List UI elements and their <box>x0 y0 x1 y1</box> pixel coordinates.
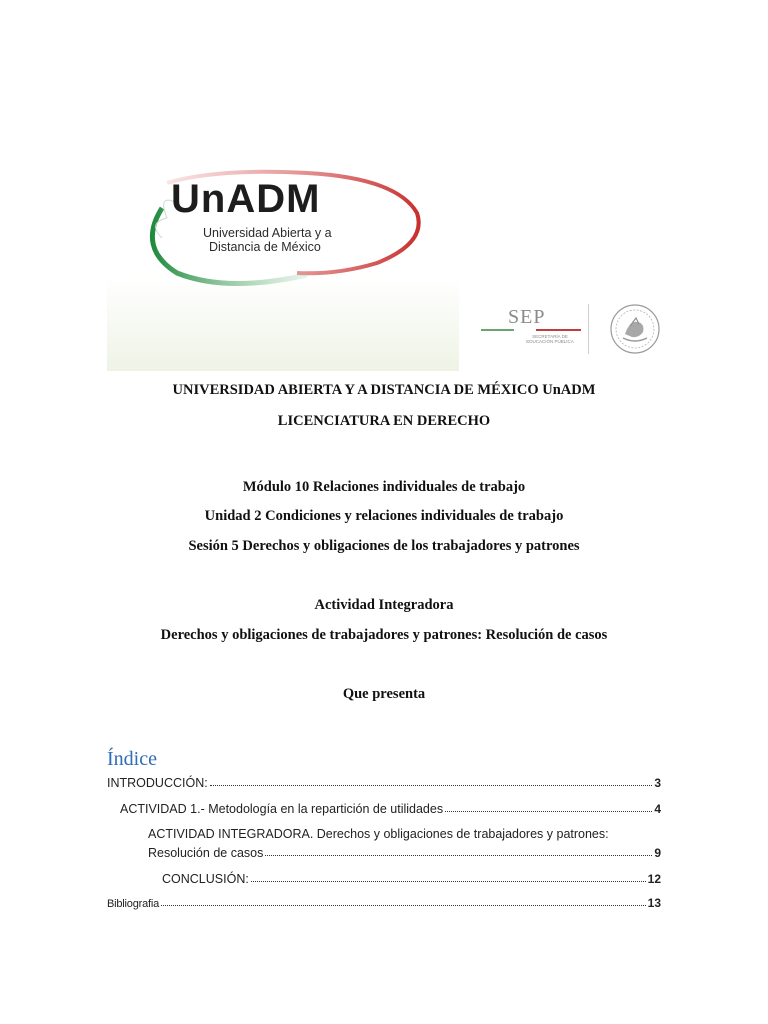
toc-entry-page: 9 <box>654 846 661 860</box>
sep-subtitle-line1: SECRETARÍA DE <box>532 334 568 339</box>
toc-entry-bibliografia[interactable] <box>107 896 661 910</box>
toc-entry-introduccion[interactable] <box>107 776 661 790</box>
toc-entry-page: 4 <box>654 802 661 816</box>
unit-title: Unidad 2 Condiciones y relaciones individuales de trabajo <box>204 508 564 524</box>
presents-label: Que presenta <box>342 686 426 702</box>
toc-leader <box>161 896 646 906</box>
toc-entry-label: CONCLUSIÓN: <box>162 872 249 886</box>
sep-divider <box>588 304 589 354</box>
sep-subtitle <box>500 334 600 344</box>
logo-wordmark: UnADM <box>171 177 321 221</box>
logo-subtitle-line2: Distancia de México <box>209 240 321 254</box>
unadm-logo <box>107 163 459 371</box>
toc-entry-actividad-integradora[interactable] <box>148 846 661 860</box>
sep-wordmark: SEP <box>508 306 546 328</box>
module-title: Módulo 10 Relaciones individuales de trabajo <box>242 479 526 495</box>
activity-label: Actividad Integradora <box>314 597 454 613</box>
toc-leader <box>265 846 652 856</box>
toc-entry-label: Resolución de casos <box>148 846 264 860</box>
toc-leader <box>445 802 652 812</box>
toc-entry-label: ACTIVIDAD 1.- Metodología en la repartición de utilidades <box>120 802 444 816</box>
toc-title: Índice <box>107 748 157 770</box>
logo-subtitle-line1: Universidad Abierta y a <box>203 226 332 240</box>
toc-entry-page: 12 <box>647 872 661 886</box>
national-seal-icon <box>608 302 662 356</box>
toc-entry-conclusion[interactable] <box>162 872 661 886</box>
toc-entry-label: INTRODUCCIÓN: <box>107 776 208 790</box>
toc-leader <box>210 776 653 786</box>
sep-flag-line <box>481 329 581 331</box>
degree-name: LICENCIATURA EN DERECHO <box>277 413 491 429</box>
session-title: Sesión 5 Derechos y obligaciones de los trabajadores y patrones <box>188 538 580 554</box>
university-name: UNIVERSIDAD ABIERTA Y A DISTANCIA DE MÉXICO UnADM <box>172 382 596 398</box>
sep-logo <box>478 302 668 358</box>
toc-entry-actividad-1[interactable] <box>120 802 661 816</box>
sep-subtitle-line2: EDUCACIÓN PÚBLICA <box>526 339 574 344</box>
toc-leader <box>251 872 646 882</box>
toc-entry-page: 13 <box>647 896 661 910</box>
logo-subtitle <box>203 226 403 254</box>
activity-title: Derechos y obligaciones de trabajadores y patrones: Resolución de casos <box>160 627 608 643</box>
toc-entry-actividad-integradora-line1[interactable]: ACTIVIDAD INTEGRADORA. Derechos y obligaciones de trabajadores y patrones: <box>148 827 609 841</box>
toc-entry-label: Bibliografia <box>107 898 160 910</box>
toc-entry-page: 3 <box>654 776 661 790</box>
